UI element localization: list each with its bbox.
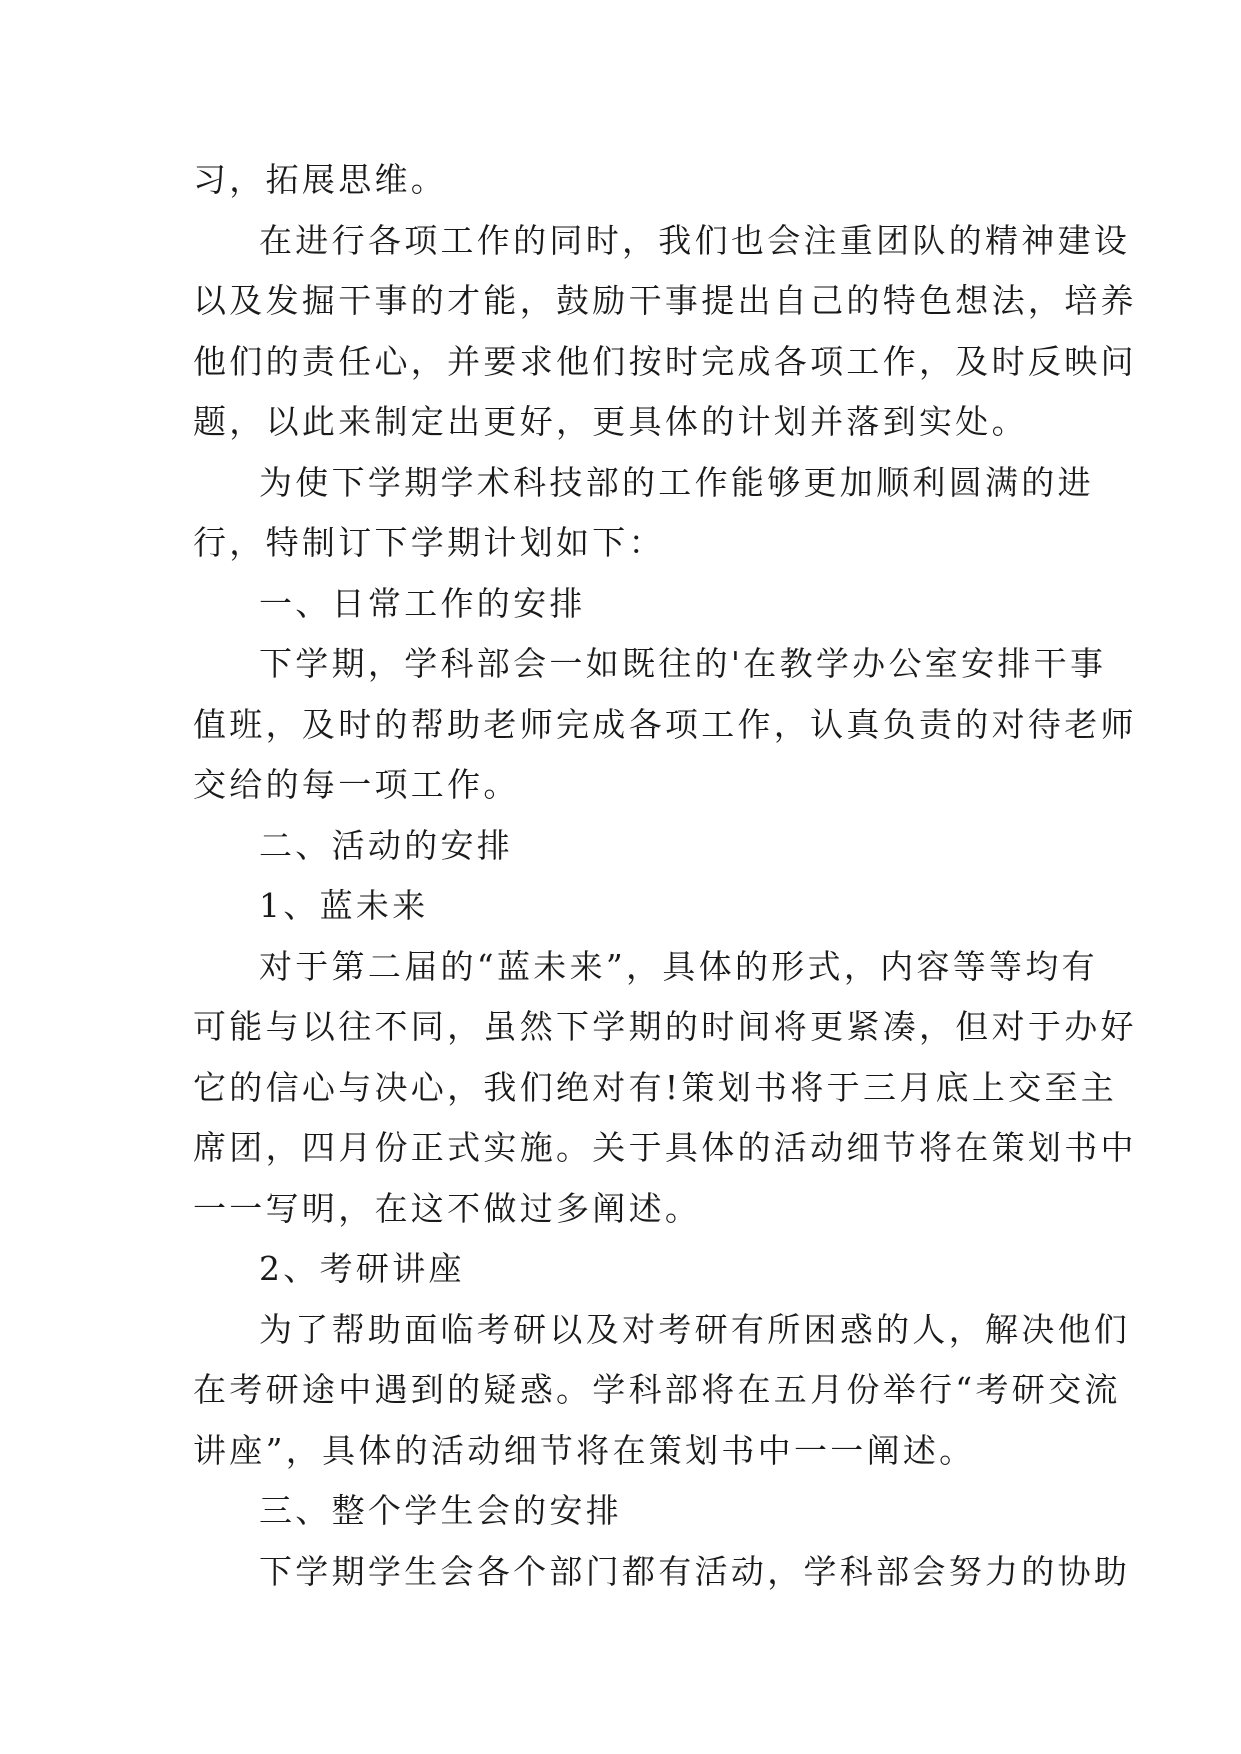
text-line: 为使下学期学术科技部的工作能够更加顺利圆满的进 xyxy=(259,462,1094,502)
section-heading: 二、活动的安排 xyxy=(259,825,514,865)
text-line: 席团，四月份正式实施。关于具体的活动细节将在策划书中 xyxy=(193,1128,1137,1167)
text-line: 他们的责任心，并要求他们按时完成各项工作，及时反映问 xyxy=(193,341,1137,381)
text-line: 下学期学生会各个部门都有活动，学科部会努力的协助 xyxy=(259,1551,1131,1591)
text-line: 可能与以往不同，虽然下学期的时间将更紧凑，但对于办好 xyxy=(193,1007,1137,1046)
text-line: 一一写明，在这不做过多阐述。 xyxy=(193,1188,702,1228)
text-line: 题，以此来制定出更好，更具体的计划并落到实处。 xyxy=(193,402,1028,441)
text-line: 交给的每一项工作。 xyxy=(193,765,520,804)
text-line: 下学期，学科部会一如既往的'在教学办公室安排干事 xyxy=(259,644,1107,683)
text-line: 在考研途中遇到的疑惑。学科部将在五月份举行“考研交流 xyxy=(193,1370,1121,1409)
section-heading: 三、整个学生会的安排 xyxy=(259,1491,622,1530)
subsection-heading: 1、蓝未来 xyxy=(259,886,429,925)
text-line: 习，拓展思维。 xyxy=(193,160,448,199)
text-line: 对于第二届的“蓝未来”，具体的形式，内容等等均有 xyxy=(259,946,1098,986)
text-line: 以及发掘干事的才能，鼓励干事提出自己的特色想法，培养 xyxy=(193,281,1137,320)
text-line: 它的信心与决心，我们绝对有!策划书将于三月底上交至主 xyxy=(193,1067,1118,1107)
text-line: 行，特制订下学期计划如下： xyxy=(193,523,665,562)
text-line: 讲座”，具体的活动细节将在策划书中一一阐述。 xyxy=(193,1430,976,1470)
section-heading: 一、日常工作的安排 xyxy=(259,583,586,623)
text-line: 在进行各项工作的同时，我们也会注重团队的精神建设 xyxy=(259,220,1131,260)
subsection-heading: 2、考研讲座 xyxy=(259,1249,465,1288)
document-body xyxy=(193,150,1137,1602)
text-line: 为了帮助面临考研以及对考研有所困惑的人，解决他们 xyxy=(259,1309,1131,1349)
text-line: 值班，及时的帮助老师完成各项工作，认真负责的对待老师 xyxy=(193,704,1137,744)
